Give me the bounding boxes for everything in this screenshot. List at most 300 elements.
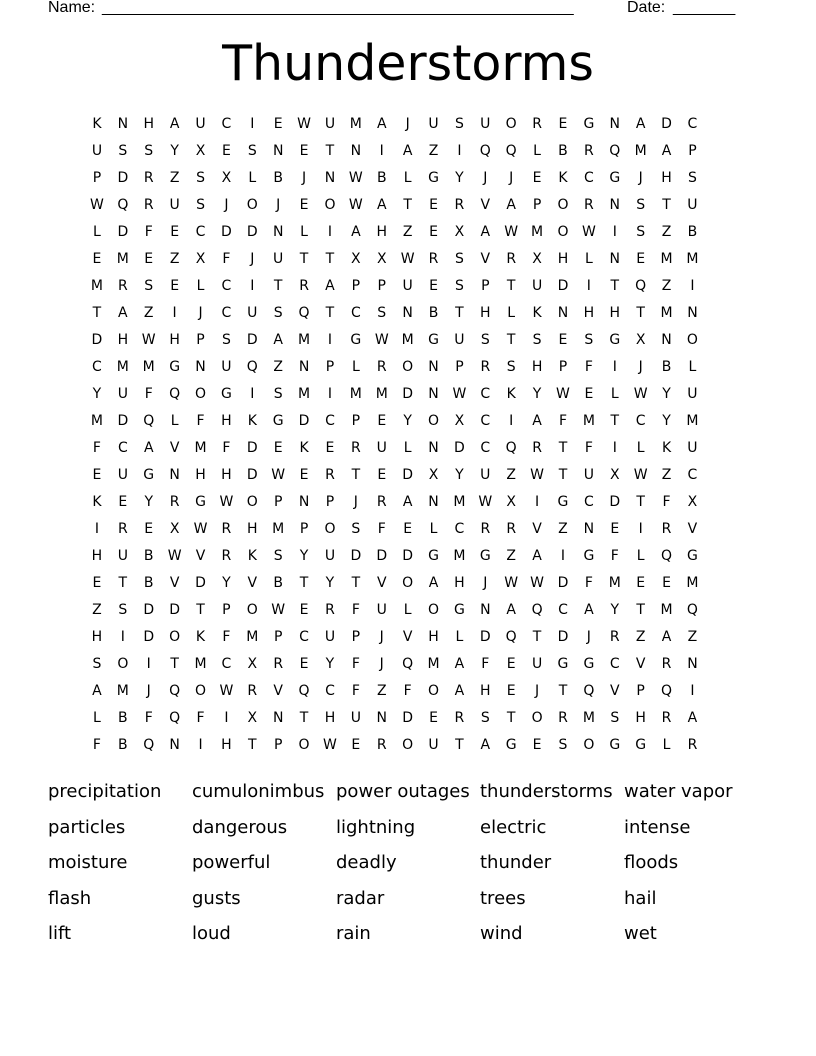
grid-letter[interactable]: T (636, 305, 645, 321)
grid-letter[interactable]: I (327, 386, 333, 402)
grid-letter[interactable]: J (509, 170, 514, 186)
grid-letter[interactable]: K (532, 305, 542, 321)
grid-letter[interactable]: M (349, 116, 362, 132)
grid-letter[interactable]: N (428, 494, 439, 510)
grid-letter[interactable]: H (91, 629, 103, 645)
grid-letter[interactable]: T (558, 683, 568, 699)
grid-letter[interactable]: V (402, 629, 413, 645)
grid-letter[interactable]: N (428, 440, 439, 456)
grid-letter[interactable]: H (376, 224, 387, 240)
grid-letter[interactable]: V (609, 683, 620, 699)
grid-letter[interactable]: S (506, 359, 516, 375)
grid-letter[interactable]: D (402, 467, 414, 483)
grid-letter[interactable]: M (608, 575, 621, 591)
grid-letter[interactable]: E (299, 143, 309, 159)
grid-letter[interactable]: K (92, 494, 102, 510)
grid-letter[interactable]: A (532, 548, 542, 564)
grid-letter[interactable]: A (325, 278, 335, 294)
grid-letter[interactable]: F (196, 710, 205, 726)
grid-letter[interactable]: U (117, 386, 128, 402)
grid-letter[interactable]: Q (661, 683, 673, 699)
grid-letter[interactable]: Y (455, 467, 464, 483)
grid-letter[interactable]: J (483, 170, 488, 186)
grid-letter[interactable]: T (455, 737, 464, 753)
grid-letter[interactable]: O (194, 683, 207, 699)
grid-letter[interactable]: E (610, 521, 620, 537)
grid-letter[interactable]: T (506, 332, 516, 348)
grid-letter[interactable]: P (92, 170, 102, 186)
grid-letter[interactable]: D (195, 575, 206, 591)
grid-letter[interactable]: J (379, 629, 384, 645)
grid-letter[interactable]: B (118, 710, 128, 726)
grid-letter[interactable]: P (558, 359, 568, 375)
grid-letter[interactable]: W (374, 332, 389, 348)
grid-letter[interactable]: S (532, 332, 542, 348)
grid-letter[interactable]: I (638, 521, 643, 537)
grid-letter[interactable]: D (557, 629, 569, 645)
grid-letter[interactable]: E (118, 494, 128, 510)
grid-letter[interactable]: H (221, 467, 232, 483)
grid-letter[interactable]: Z (661, 467, 672, 483)
grid-letter[interactable]: T (558, 467, 568, 483)
grid-letter[interactable]: R (117, 521, 128, 537)
grid-letter[interactable]: C (299, 629, 309, 645)
grid-letter[interactable]: X (351, 251, 361, 267)
grid-letter[interactable]: Z (169, 251, 180, 267)
grid-letter[interactable]: L (429, 521, 438, 537)
grid-letter[interactable]: W (504, 224, 519, 240)
grid-letter[interactable]: A (661, 629, 672, 645)
grid-letter[interactable]: J (353, 494, 358, 510)
grid-letter[interactable]: N (272, 224, 284, 240)
grid-letter[interactable]: E (170, 278, 180, 294)
grid-letter[interactable]: W (400, 251, 415, 267)
grid-letter[interactable]: R (169, 494, 180, 510)
grid-letter[interactable]: X (609, 467, 620, 483)
grid-letter[interactable]: M (686, 575, 699, 591)
grid-letter[interactable]: S (118, 143, 128, 159)
grid-letter[interactable]: O (194, 386, 207, 402)
grid-letter[interactable]: W (581, 224, 596, 240)
grid-letter[interactable]: E (273, 440, 283, 456)
grid-letter[interactable]: O (402, 359, 414, 375)
grid-letter[interactable]: K (247, 413, 257, 429)
grid-letter[interactable]: D (169, 602, 180, 618)
grid-letter[interactable]: Y (532, 386, 542, 402)
grid-letter[interactable]: S (480, 332, 490, 348)
grid-letter[interactable]: T (636, 494, 645, 510)
grid-letter[interactable]: L (196, 278, 205, 294)
grid-letter[interactable]: Z (661, 224, 672, 240)
grid-letter[interactable]: C (325, 413, 335, 429)
grid-letter[interactable]: U (273, 251, 284, 267)
grid-letter[interactable]: O (246, 602, 258, 618)
grid-letter[interactable]: A (402, 143, 413, 159)
grid-letter[interactable]: A (532, 413, 542, 429)
grid-letter[interactable]: K (558, 170, 568, 186)
grid-letter[interactable]: S (636, 224, 646, 240)
grid-letter[interactable]: O (117, 656, 129, 672)
grid-letter[interactable]: I (198, 737, 203, 753)
grid-letter[interactable]: T (403, 197, 412, 213)
grid-letter[interactable]: D (91, 332, 103, 348)
grid-letter[interactable]: O (505, 116, 517, 132)
grid-letter[interactable]: Q (143, 737, 155, 753)
grid-letter[interactable]: E (144, 521, 154, 537)
grid-letter[interactable]: D (479, 629, 491, 645)
grid-letter[interactable]: U (687, 440, 698, 456)
grid-letter[interactable]: H (454, 575, 465, 591)
grid-letter[interactable]: E (636, 251, 646, 267)
grid-letter[interactable]: S (454, 278, 464, 294)
grid-letter[interactable]: P (299, 521, 309, 537)
grid-letter[interactable]: K (506, 386, 516, 402)
grid-letter[interactable]: T (662, 197, 671, 213)
grid-letter[interactable]: M (582, 710, 595, 726)
grid-letter[interactable]: U (531, 278, 543, 294)
grid-letter[interactable]: P (688, 143, 697, 159)
grid-letter[interactable]: H (557, 251, 569, 267)
grid-letter[interactable]: O (557, 224, 569, 240)
grid-letter[interactable]: U (454, 332, 465, 348)
grid-letter[interactable]: Y (144, 494, 153, 510)
grid-letter[interactable]: R (376, 359, 387, 375)
grid-letter[interactable]: A (480, 224, 491, 240)
grid-letter[interactable]: M (453, 548, 466, 564)
grid-letter[interactable]: R (584, 143, 594, 159)
grid-letter[interactable]: I (224, 710, 229, 726)
grid-letter[interactable]: I (586, 278, 591, 294)
grid-letter[interactable]: Q (117, 197, 129, 213)
grid-letter[interactable]: E (429, 224, 438, 240)
grid-letter[interactable]: M (686, 413, 699, 429)
grid-letter[interactable]: E (429, 710, 438, 726)
grid-letter[interactable]: R (454, 710, 465, 726)
grid-letter[interactable]: E (558, 332, 568, 348)
grid-letter[interactable]: A (506, 197, 516, 213)
grid-letter[interactable]: A (376, 116, 387, 132)
grid-letter[interactable]: M (272, 521, 285, 537)
grid-letter[interactable]: N (350, 143, 362, 159)
grid-letter[interactable]: S (636, 197, 646, 213)
grid-letter[interactable]: A (687, 710, 698, 726)
grid-letter[interactable]: U (480, 116, 491, 132)
grid-letter[interactable]: L (403, 440, 412, 456)
grid-letter[interactable]: E (325, 440, 335, 456)
grid-letter[interactable]: U (247, 305, 258, 321)
grid-letter[interactable]: S (454, 251, 464, 267)
grid-letter[interactable]: T (299, 710, 309, 726)
grid-letter[interactable]: V (247, 575, 258, 591)
grid-letter[interactable]: H (324, 710, 336, 726)
grid-letter[interactable]: R (558, 710, 568, 726)
grid-letter[interactable]: D (402, 710, 414, 726)
grid-letter[interactable]: V (169, 575, 180, 591)
grid-letter[interactable]: S (92, 656, 102, 672)
grid-letter[interactable]: J (302, 170, 307, 186)
grid-letter[interactable]: D (609, 494, 621, 510)
grid-letter[interactable]: J (198, 305, 203, 321)
grid-letter[interactable]: O (324, 197, 336, 213)
grid-letter[interactable]: I (612, 440, 617, 456)
grid-letter[interactable]: R (350, 440, 361, 456)
grid-letter[interactable]: L (455, 629, 464, 645)
grid-letter[interactable]: S (144, 278, 154, 294)
grid-letter[interactable]: C (117, 440, 128, 456)
grid-letter[interactable]: L (248, 170, 257, 186)
grid-letter[interactable]: O (298, 737, 310, 753)
grid-letter[interactable]: R (221, 521, 232, 537)
grid-letter[interactable]: W (556, 386, 570, 402)
grid-letter[interactable]: O (324, 521, 336, 537)
grid-letter[interactable]: K (247, 548, 257, 564)
grid-letter[interactable]: N (687, 305, 698, 321)
grid-letter[interactable]: E (429, 197, 438, 213)
grid-letter[interactable]: E (403, 521, 413, 537)
grid-letter[interactable]: R (299, 278, 309, 294)
grid-letter[interactable]: M (246, 629, 259, 645)
grid-letter[interactable]: W (167, 548, 182, 564)
grid-letter[interactable]: E (92, 575, 102, 591)
grid-letter[interactable]: B (143, 575, 154, 591)
grid-letter[interactable]: C (480, 386, 491, 402)
grid-letter[interactable]: M (660, 251, 673, 267)
grid-letter[interactable]: H (583, 305, 595, 321)
grid-letter[interactable]: G (272, 413, 284, 429)
grid-letter[interactable]: R (661, 521, 672, 537)
grid-letter[interactable]: D (117, 224, 129, 240)
grid-letter[interactable]: D (557, 575, 569, 591)
grid-letter[interactable]: C (350, 305, 361, 321)
grid-letter[interactable]: R (325, 602, 335, 618)
grid-letter[interactable]: T (299, 251, 309, 267)
grid-letter[interactable]: U (376, 440, 387, 456)
grid-letter[interactable]: L (636, 548, 645, 564)
grid-letter[interactable]: D (246, 467, 258, 483)
grid-letter[interactable]: E (532, 170, 542, 186)
grid-letter[interactable]: L (300, 224, 308, 240)
grid-letter[interactable]: Z (558, 521, 568, 537)
grid-letter[interactable]: L (403, 602, 412, 618)
grid-letter[interactable]: F (222, 629, 231, 645)
grid-letter[interactable]: C (558, 602, 568, 618)
grid-letter[interactable]: T (636, 602, 645, 618)
grid-letter[interactable]: D (402, 386, 414, 402)
grid-letter[interactable]: E (299, 602, 309, 618)
grid-letter[interactable]: N (609, 197, 620, 213)
grid-letter[interactable]: T (455, 305, 464, 321)
grid-letter[interactable]: N (169, 737, 180, 753)
grid-letter[interactable]: N (583, 521, 595, 537)
grid-letter[interactable]: V (273, 683, 283, 699)
grid-letter[interactable]: B (118, 737, 128, 753)
grid-letter[interactable]: M (660, 602, 673, 618)
grid-letter[interactable]: A (143, 440, 154, 456)
grid-letter[interactable]: A (402, 494, 413, 510)
grid-letter[interactable]: A (584, 602, 594, 618)
grid-letter[interactable]: Q (479, 143, 491, 159)
grid-letter[interactable]: I (146, 656, 151, 672)
grid-letter[interactable]: F (662, 494, 671, 510)
grid-letter[interactable]: C (221, 305, 232, 321)
grid-letter[interactable]: I (120, 629, 125, 645)
grid-letter[interactable]: C (454, 521, 465, 537)
grid-letter[interactable]: U (480, 467, 491, 483)
grid-letter[interactable]: G (428, 332, 439, 348)
grid-letter[interactable]: F (584, 359, 593, 375)
grid-letter[interactable]: E (299, 197, 309, 213)
grid-letter[interactable]: I (94, 521, 100, 537)
grid-letter[interactable]: T (506, 278, 516, 294)
grid-letter[interactable]: Q (531, 602, 543, 618)
grid-letter[interactable]: Z (506, 548, 516, 564)
grid-letter[interactable]: O (557, 197, 569, 213)
grid-letter[interactable]: F (144, 224, 153, 240)
grid-letter[interactable]: S (273, 386, 283, 402)
grid-letter[interactable]: S (144, 143, 154, 159)
name-blank-line[interactable]: _____________________________________________________ (102, 0, 574, 16)
grid-letter[interactable]: U (687, 197, 698, 213)
grid-letter[interactable]: P (481, 278, 490, 294)
grid-letter[interactable]: E (506, 683, 516, 699)
grid-letter[interactable]: D (221, 224, 232, 240)
grid-letter[interactable]: U (221, 359, 232, 375)
grid-letter[interactable]: X (221, 170, 232, 186)
grid-letter[interactable]: F (351, 656, 360, 672)
grid-letter[interactable]: M (531, 224, 544, 240)
grid-letter[interactable]: N (117, 116, 129, 132)
grid-letter[interactable]: F (584, 575, 593, 591)
grid-letter[interactable]: Q (635, 278, 647, 294)
grid-letter[interactable]: X (169, 521, 180, 537)
grid-letter[interactable]: N (428, 359, 439, 375)
grid-letter[interactable]: M (686, 251, 699, 267)
grid-letter[interactable]: S (196, 170, 205, 186)
grid-letter[interactable]: T (170, 656, 179, 672)
grid-letter[interactable]: P (325, 494, 335, 510)
grid-letter[interactable]: N (428, 386, 439, 402)
grid-letter[interactable]: H (91, 548, 103, 564)
grid-letter[interactable]: I (560, 548, 566, 564)
grid-letter[interactable]: G (505, 737, 517, 753)
grid-letter[interactable]: W (348, 197, 363, 213)
grid-letter[interactable]: T (351, 467, 361, 483)
grid-letter[interactable]: T (196, 602, 205, 618)
grid-letter[interactable]: L (403, 170, 412, 186)
grid-letter[interactable]: Q (505, 143, 517, 159)
grid-letter[interactable]: L (351, 359, 360, 375)
grid-letter[interactable]: U (91, 143, 103, 159)
grid-letter[interactable]: V (195, 548, 206, 564)
grid-letter[interactable]: U (350, 710, 361, 726)
grid-letter[interactable]: H (480, 683, 491, 699)
grid-letter[interactable]: W (219, 494, 234, 510)
grid-letter[interactable]: R (584, 197, 594, 213)
grid-letter[interactable]: K (195, 629, 206, 645)
grid-letter[interactable]: H (117, 332, 129, 348)
grid-letter[interactable]: R (687, 737, 698, 753)
grid-letter[interactable]: T (506, 710, 516, 726)
grid-letter[interactable]: J (276, 197, 281, 213)
grid-letter[interactable]: L (93, 710, 101, 726)
grid-letter[interactable]: K (299, 440, 309, 456)
grid-letter[interactable]: R (506, 521, 517, 537)
grid-letter[interactable]: P (351, 278, 361, 294)
grid-letter[interactable]: E (299, 467, 309, 483)
grid-letter[interactable]: U (428, 116, 439, 132)
grid-letter[interactable]: R (273, 656, 284, 672)
grid-letter[interactable]: V (480, 197, 491, 213)
grid-letter[interactable]: A (169, 116, 180, 132)
grid-letter[interactable]: G (583, 548, 595, 564)
grid-letter[interactable]: I (457, 143, 462, 159)
grid-letter[interactable]: R (506, 251, 517, 267)
grid-letter[interactable]: R (532, 440, 542, 456)
grid-letter[interactable]: P (273, 737, 283, 753)
grid-letter[interactable]: N (298, 359, 310, 375)
grid-letter[interactable]: H (480, 305, 491, 321)
grid-letter[interactable]: V (532, 521, 542, 537)
grid-letter[interactable]: M (298, 386, 311, 402)
grid-letter[interactable]: Z (169, 170, 180, 186)
grid-letter[interactable]: V (687, 521, 698, 537)
grid-letter[interactable]: S (377, 305, 387, 321)
grid-letter[interactable]: W (90, 197, 104, 213)
grid-letter[interactable]: O (402, 575, 414, 591)
grid-letter[interactable]: G (609, 737, 621, 753)
grid-letter[interactable]: R (247, 683, 258, 699)
grid-letter[interactable]: Q (505, 440, 517, 456)
grid-letter[interactable]: R (143, 170, 154, 186)
grid-letter[interactable]: D (376, 548, 388, 564)
grid-letter[interactable]: H (635, 710, 646, 726)
grid-letter[interactable]: D (454, 440, 465, 456)
grid-letter[interactable]: T (92, 305, 102, 321)
grid-letter[interactable]: T (118, 575, 128, 591)
grid-letter[interactable]: H (221, 413, 232, 429)
grid-letter[interactable]: S (351, 521, 361, 537)
grid-letter[interactable]: H (247, 521, 258, 537)
grid-letter[interactable]: C (195, 224, 206, 240)
grid-letter[interactable]: U (169, 197, 180, 213)
grid-letter[interactable]: Q (661, 548, 673, 564)
grid-letter[interactable]: Q (505, 629, 517, 645)
grid-letter[interactable]: H (661, 170, 672, 186)
grid-letter[interactable]: F (144, 710, 153, 726)
grid-letter[interactable]: N (402, 305, 413, 321)
grid-letter[interactable]: S (273, 305, 283, 321)
grid-letter[interactable]: N (480, 602, 491, 618)
grid-letter[interactable]: Y (325, 656, 335, 672)
grid-letter[interactable]: O (583, 737, 595, 753)
grid-letter[interactable]: P (273, 629, 283, 645)
grid-letter[interactable]: B (428, 305, 439, 321)
grid-letter[interactable]: J (638, 170, 643, 186)
grid-letter[interactable]: E (558, 116, 568, 132)
grid-letter[interactable]: R (428, 251, 439, 267)
grid-letter[interactable]: F (351, 602, 360, 618)
grid-letter[interactable]: F (481, 656, 490, 672)
grid-letter[interactable]: G (557, 656, 569, 672)
grid-letter[interactable]: V (635, 656, 646, 672)
grid-letter[interactable]: R (661, 710, 672, 726)
grid-letter[interactable]: N (687, 656, 698, 672)
grid-letter[interactable]: T (610, 278, 620, 294)
grid-letter[interactable]: O (169, 629, 181, 645)
grid-letter[interactable]: W (348, 170, 363, 186)
grid-letter[interactable]: D (143, 602, 155, 618)
grid-letter[interactable]: Z (661, 278, 672, 294)
